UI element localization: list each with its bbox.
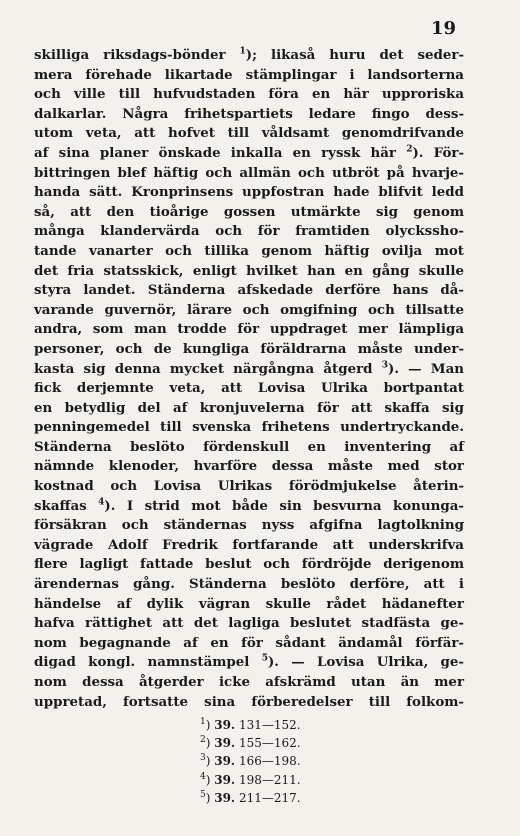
footnote-mark: 5 [200, 789, 206, 800]
text-line [34, 418, 464, 438]
text-segment: kostnad och Lovisa Ulrikas förödmjukelse återin- [34, 478, 464, 495]
footnote: $^5$) 39. 211—217. [200, 789, 301, 805]
text-line [34, 46, 464, 66]
text-line [34, 281, 464, 301]
text-segment: penningemedel till svenska frihetens undertryckande. [34, 419, 464, 436]
text-line [34, 516, 464, 536]
text-segment: och ville till hufvudstaden föra en här upproriska [34, 86, 464, 103]
text-segment: en betydlig del af kronjuvelerna för att skaffa sig [34, 399, 464, 416]
footnote-volume: 39. [214, 718, 236, 732]
text-line [34, 457, 464, 477]
text-line [34, 262, 464, 282]
text-segment: uppretad, fortsatte sina förberedelser till folkom- [34, 693, 464, 710]
text-segment: nom dessa åtgerder icke afskrämd utan än mer [34, 674, 464, 690]
text-segment: varande guvernör, lärare och omgifning och tillsatte [34, 301, 464, 318]
text-segment: händelse af dylik vägran skulle rådet hädanefter [34, 595, 464, 612]
text-line [34, 360, 464, 380]
text-segment: ). För- [412, 144, 464, 161]
text-line [34, 164, 464, 184]
footnote-pages: 166—198. [238, 754, 301, 769]
text-line [34, 301, 464, 321]
text-segment: utom veta, att hofvet till våldsamt genomdrifvande [34, 125, 464, 142]
text-segment: så, att den tioårige gossen utmärkte sig genom [34, 203, 464, 220]
text-segment: fick derjemnte veta, att Lovisa Ulrika bortpantat [34, 380, 464, 397]
text-segment: tande vanarter och tillika genom häftig ovilja mot [34, 242, 464, 259]
body-text [34, 46, 464, 712]
text-line [34, 536, 464, 556]
footnote: $^1$) 39. 131—152. [200, 717, 301, 732]
page-number: 19 [430, 18, 456, 39]
text-line [34, 634, 464, 654]
text-segment: personer, och de kungliga föräldrarna måste under- [34, 340, 464, 357]
text-line [34, 379, 464, 399]
text-segment: ärendernas gång. Ständerna beslöto derföre, att i [34, 576, 464, 593]
text-line [34, 673, 464, 693]
text-segment: försäkran och ständernas nyss afgifna lagtolkning [34, 517, 464, 534]
text-segment: styra landet. Ständerna afskedade derföre hans då- [34, 282, 464, 299]
text-line [34, 105, 464, 125]
text-line [34, 340, 464, 360]
text-segment: digad kongl. namnstämpel [34, 654, 262, 671]
footnote-volume: 39. [214, 736, 236, 751]
text-line [34, 222, 464, 242]
footnotes [200, 716, 301, 807]
text-line [34, 320, 464, 340]
text-segment: flere lagligt fattade beslut och fördröjde derigenom [34, 556, 464, 573]
text-segment: skilliga riksdags-bönder [34, 47, 240, 63]
footnote: $^4$) 39. 198—211. [200, 771, 301, 787]
text-segment: skaffas [34, 497, 99, 514]
text-line [34, 144, 464, 164]
text-segment: vägrade Adolf Fredrik fortfarande att underskrifva [34, 536, 464, 553]
footnote-reference: 3 [381, 360, 388, 371]
text-segment: nämnde klenoder, hvarföre dessa måste med stor [34, 458, 464, 475]
text-line [34, 242, 464, 262]
text-line [34, 66, 464, 86]
footnote-volume: 39. [214, 790, 236, 805]
text-segment: af sina planer önskade inkalla en ryssk här [34, 144, 407, 161]
footnote-pages: 211—217. [238, 790, 301, 805]
footnote-pages: 198—211. [238, 772, 301, 787]
text-segment: ). — Lovisa Ulrika, ge- [267, 654, 464, 671]
footnote-reference: 2 [406, 144, 413, 155]
text-line [34, 183, 464, 203]
text-segment: bittringen blef häftig och allmän och utbröt på hvarje- [34, 164, 464, 181]
text-segment: handa sätt. Kronprinsens uppfostran hade blifvit ledd [34, 184, 464, 201]
text-segment: andra, som man trodde för uppdraget mer lämpliga [34, 321, 464, 338]
footnote-mark: 1 [200, 717, 206, 727]
text-segment: kasta sig denna mycket närgångna åtgerd [34, 360, 382, 377]
text-line [34, 477, 464, 497]
footnote-reference: 5 [261, 653, 268, 664]
footnote-mark: 3 [200, 753, 206, 764]
footnote: $^3$) 39. 166—198. [200, 753, 301, 769]
text-line [34, 614, 464, 634]
footnote-pages: 131—152. [238, 718, 301, 732]
text-line [34, 595, 464, 615]
text-segment: ). — Man [388, 360, 464, 377]
text-segment: dalkarlar. Några frihetspartiets ledare fingo dess- [34, 105, 464, 122]
text-segment: många klandervärda och för framtiden olyckssho- [34, 223, 464, 240]
text-line [34, 497, 464, 517]
text-line [34, 693, 464, 713]
footnote-mark: 4 [200, 771, 206, 782]
text-segment: mera förehade likartade stämplingar i landsorterna [34, 66, 464, 83]
text-line [34, 653, 464, 673]
text-line [34, 555, 464, 575]
text-line [34, 124, 464, 144]
text-segment: ); likaså huru det seder- [245, 47, 465, 63]
footnote-reference: 4 [98, 497, 105, 508]
text-line [34, 399, 464, 419]
text-line [34, 203, 464, 223]
text-line [34, 85, 464, 105]
footnote: $^2$) 39. 155—162. [200, 735, 301, 751]
footnote-reference: 1 [239, 46, 246, 57]
footnote-mark: 2 [200, 735, 206, 746]
text-segment: hafva rättighet att det lagliga beslutet stadfästa ge- [34, 615, 464, 632]
footnote-volume: 39. [214, 772, 236, 787]
text-segment: det fria statsskick, enligt hvilket han en gång skulle [34, 262, 464, 279]
footnote-pages: 155—162. [238, 736, 301, 751]
text-segment: ). I strid mot både sin besvurna konunga- [104, 497, 464, 514]
text-line [34, 438, 464, 458]
footnote-volume: 39. [214, 754, 236, 769]
text-segment: nom begagnande af en för sådant ändamål förfär- [34, 634, 464, 651]
text-line [34, 575, 464, 595]
text-segment: Ständerna beslöto fördenskull en inventering af [34, 438, 464, 455]
